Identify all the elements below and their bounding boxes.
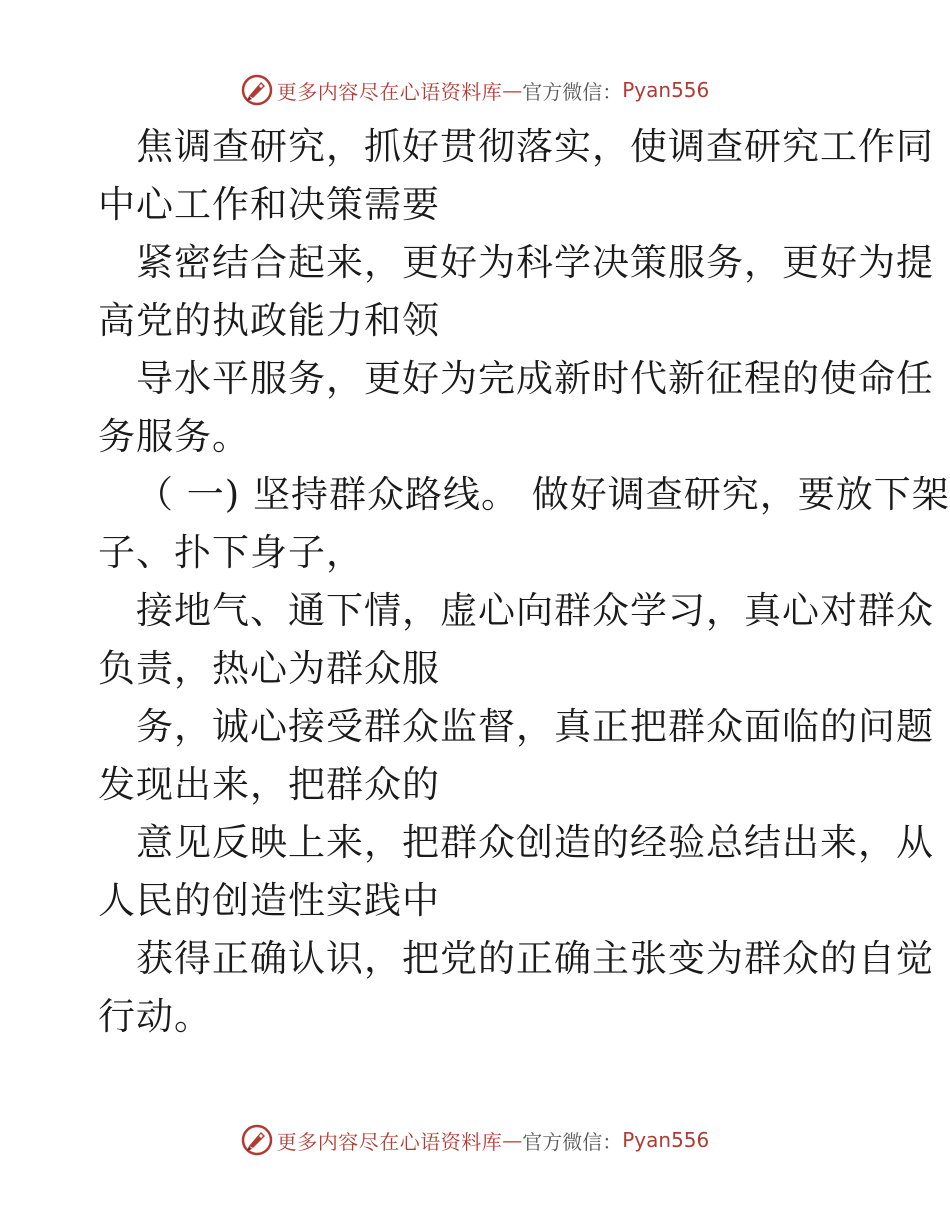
- body-line: 子、扑下身子，: [98, 531, 364, 574]
- body-line: 接地气、通下情，虚心向群众学习，真心对群众: [136, 589, 934, 632]
- site-name-text: 更多内容尽在心语资料库: [276, 79, 503, 104]
- body-line: （ 一) 坚持群众路线。 做好调查研究，要放下架: [136, 473, 950, 516]
- wechat-id: Pyan556: [622, 78, 710, 102]
- body-line: 焦调查研究，抓好贯彻落实，使调查研究工作同: [136, 125, 934, 168]
- body-line: 行动。: [98, 995, 212, 1038]
- header-watermark-banner: [0, 70, 950, 110]
- wechat-label: 官方微信：: [522, 79, 623, 104]
- pen-nib-logo-icon: [241, 74, 273, 106]
- banner-dash: —: [502, 1128, 523, 1152]
- site-name-text: 更多内容尽在心语资料库: [276, 1129, 503, 1154]
- footer-watermark-banner: [0, 1120, 950, 1160]
- body-line: 意见反映上来，把群众创造的经验总结出来，从: [136, 821, 934, 864]
- body-line: 中心工作和决策需要: [98, 183, 440, 226]
- body-line: 务，诚心接受群众监督，真正把群众面临的问题: [136, 705, 934, 748]
- body-line: 获得正确认识，把党的正确主张变为群众的自觉: [136, 937, 934, 980]
- body-line: 发现出来，把群众的: [98, 763, 440, 806]
- body-line: 导水平服务，更好为完成新时代新征程的使命任: [136, 357, 934, 400]
- body-line: 紧密结合起来，更好为科学决策服务，更好为提: [136, 241, 934, 284]
- body-line: 高党的执政能力和领: [98, 299, 440, 342]
- pen-nib-logo-icon: [241, 1124, 273, 1156]
- body-line: 务服务。: [98, 415, 250, 458]
- body-line: 负责，热心为群众服: [98, 647, 440, 690]
- body-text: [98, 118, 950, 1046]
- body-line: 人民的创造性实践中: [98, 879, 440, 922]
- wechat-id: Pyan556: [622, 1128, 710, 1152]
- banner-dash: —: [502, 78, 523, 102]
- wechat-label: 官方微信：: [522, 1129, 623, 1154]
